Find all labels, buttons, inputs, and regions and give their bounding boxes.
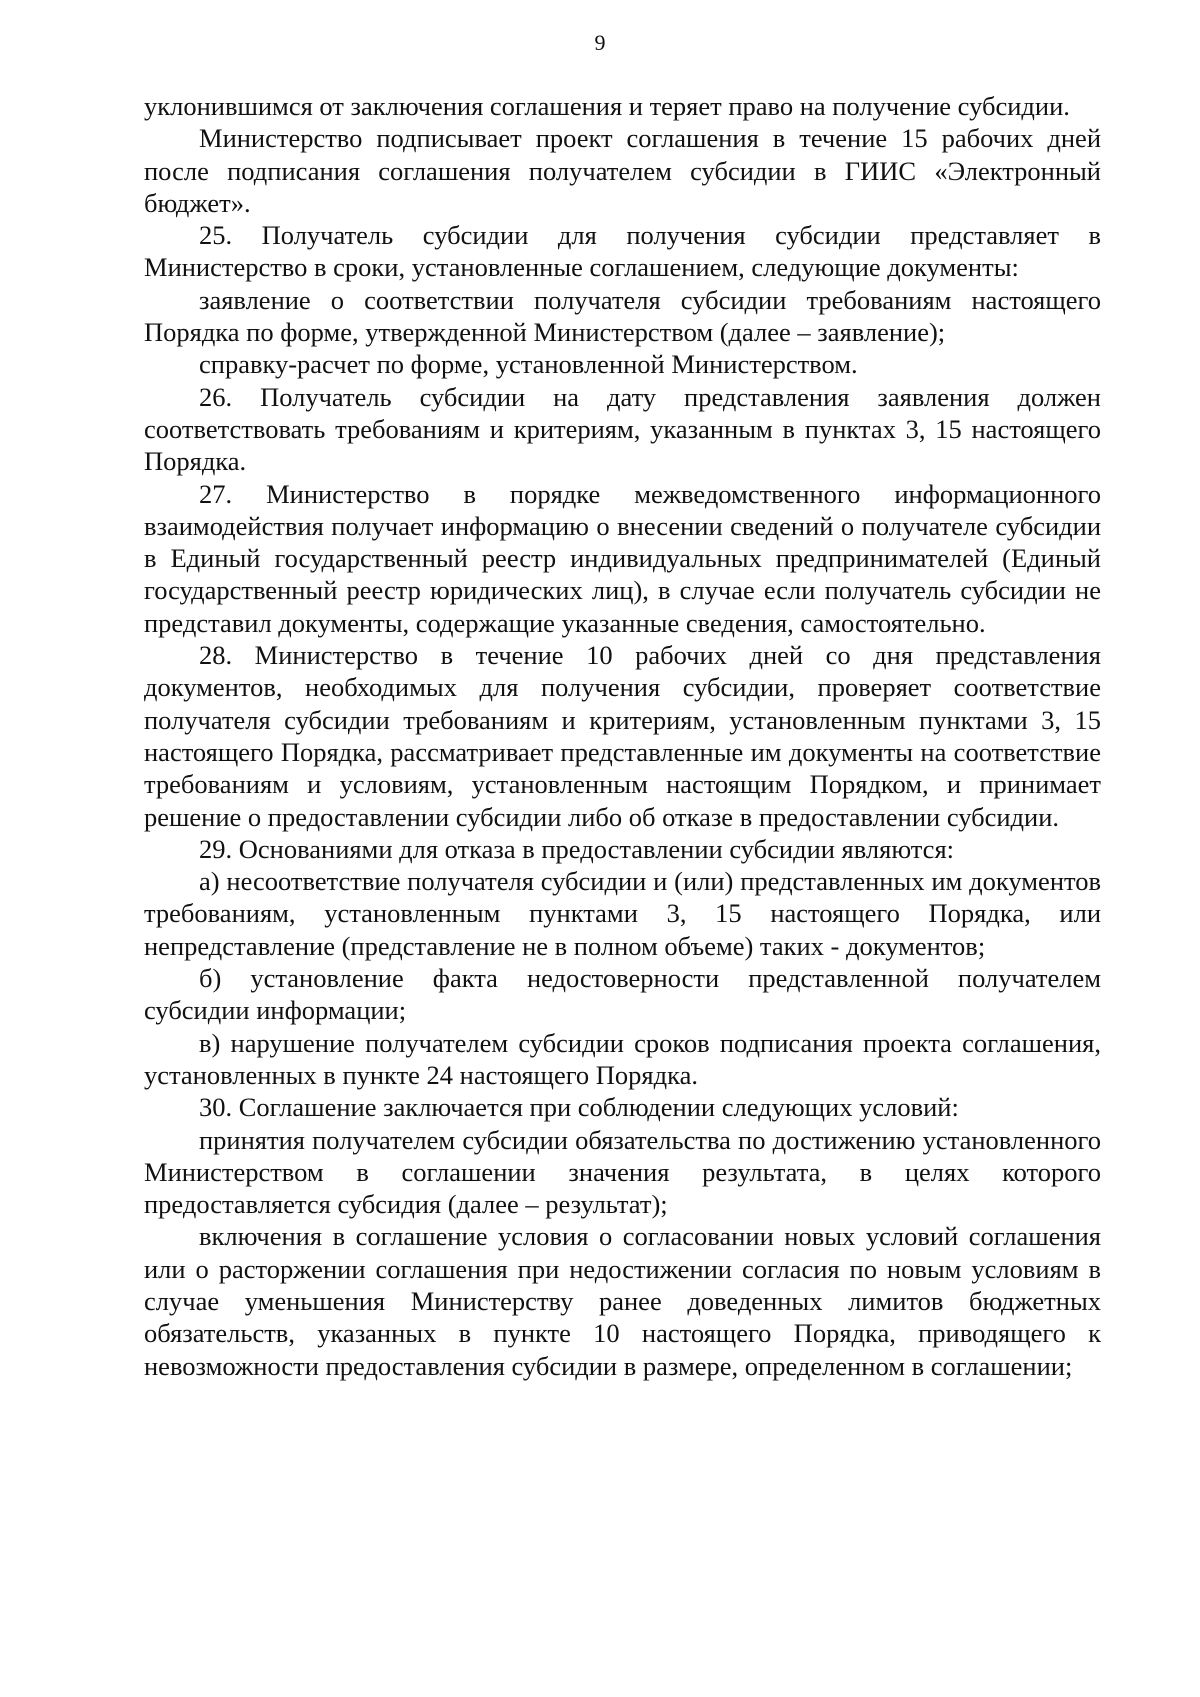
document-body xyxy=(144,90,1101,1382)
paragraph-item-28: 28. Министерство в течение 10 рабочих дней со дня представления документов, необходимых для получения субсидии, проверяет соответствие получателя субсидии требованиям и критериям, установленным пунктами 3, 15 настоящего Порядка, рассматривает представленные им документы на соответствие требованиям и условиям, установленным настоящим Порядком, и принимает решение о предоставлении субсидии либо об отказе в предоставлении субсидии. xyxy=(144,640,1101,832)
paragraph-item-29-v: в) нарушение получателем субсидии сроков подписания проекта соглашения, установленных в пункте 24 настоящего Порядка. xyxy=(144,1027,1101,1090)
paragraph-continuation: уклонившимся от заключения соглашения и теряет право на получение субсидии. xyxy=(144,91,1070,121)
paragraph-item-25-calculation: справку-расчет по форме, установленной Министерством. xyxy=(199,349,858,380)
page-number: 9 xyxy=(594,30,606,55)
paragraph-item-30-obligation: принятия получателем субсидии обязательства по достижению установленного Министерством в соглашении значения результата, в целях которого предоставляется субсидия (далее – результат); xyxy=(144,1124,1101,1220)
paragraph-item-29: 29. Основаниями для отказа в предоставлении субсидии являются: xyxy=(199,833,954,864)
paragraph-item-30: 30. Соглашение заключается при соблюдении следующих условий: xyxy=(199,1092,959,1123)
paragraph-item-25-application: заявление о соответствии получателя субсидии требованиям настоящего Порядка по форме, утвержденной Министерством (далее – заявление); xyxy=(144,284,1101,348)
paragraph-item-27: 27. Министерство в порядке межведомственного информационного взаимодействия получает информацию о внесении сведений о получателе субсидии в Единый государственный реестр индивидуальных предпринимателей (Единый государственный реестр юридических лиц), в случае если получатель субсидии не представил документы, содержащие указанные сведения, самостоятельно. xyxy=(144,478,1101,638)
paragraph-ministry-signs: Министерство подписывает проект соглашения в течение 15 рабочих дней после подписания соглашения получателем субсидии в ГИИС «Электронный бюджет». xyxy=(144,123,1101,218)
paragraph-item-26: 26. Получатель субсидии на дату представления заявления должен соответствовать требованиям и критериям, указанным в пунктах 3, 15 настоящего Порядка. xyxy=(144,381,1101,477)
paragraph-item-29-a: а) несоответствие получателя субсидии и (или) представленных им документов требованиям, установленным пунктами 3, 15 настоящего Порядка, или непредставление (представление не в полном объеме) таких - документов; xyxy=(144,866,1101,961)
paragraph-item-25: 25. Получатель субсидии для получения субсидии представляет в Министерство в сроки, установленные соглашением, следующие документы: xyxy=(144,220,1101,283)
paragraph-item-29-b: б) установление факта недостоверности представленной получателем субсидии информации; xyxy=(144,963,1101,1026)
paragraph-item-30-inclusion: включения в соглашение условия о согласовании новых условий соглашения или о расторжении соглашения при недостижении согласия по новым условиям в случае уменьшения Министерству ранее доведенных лимитов бюджетных обязательств, указанных в пункте 10 настоящего Порядка, приводящего к невозможности предоставления субсидии в размере, определенном в соглашении; xyxy=(144,1221,1101,1381)
